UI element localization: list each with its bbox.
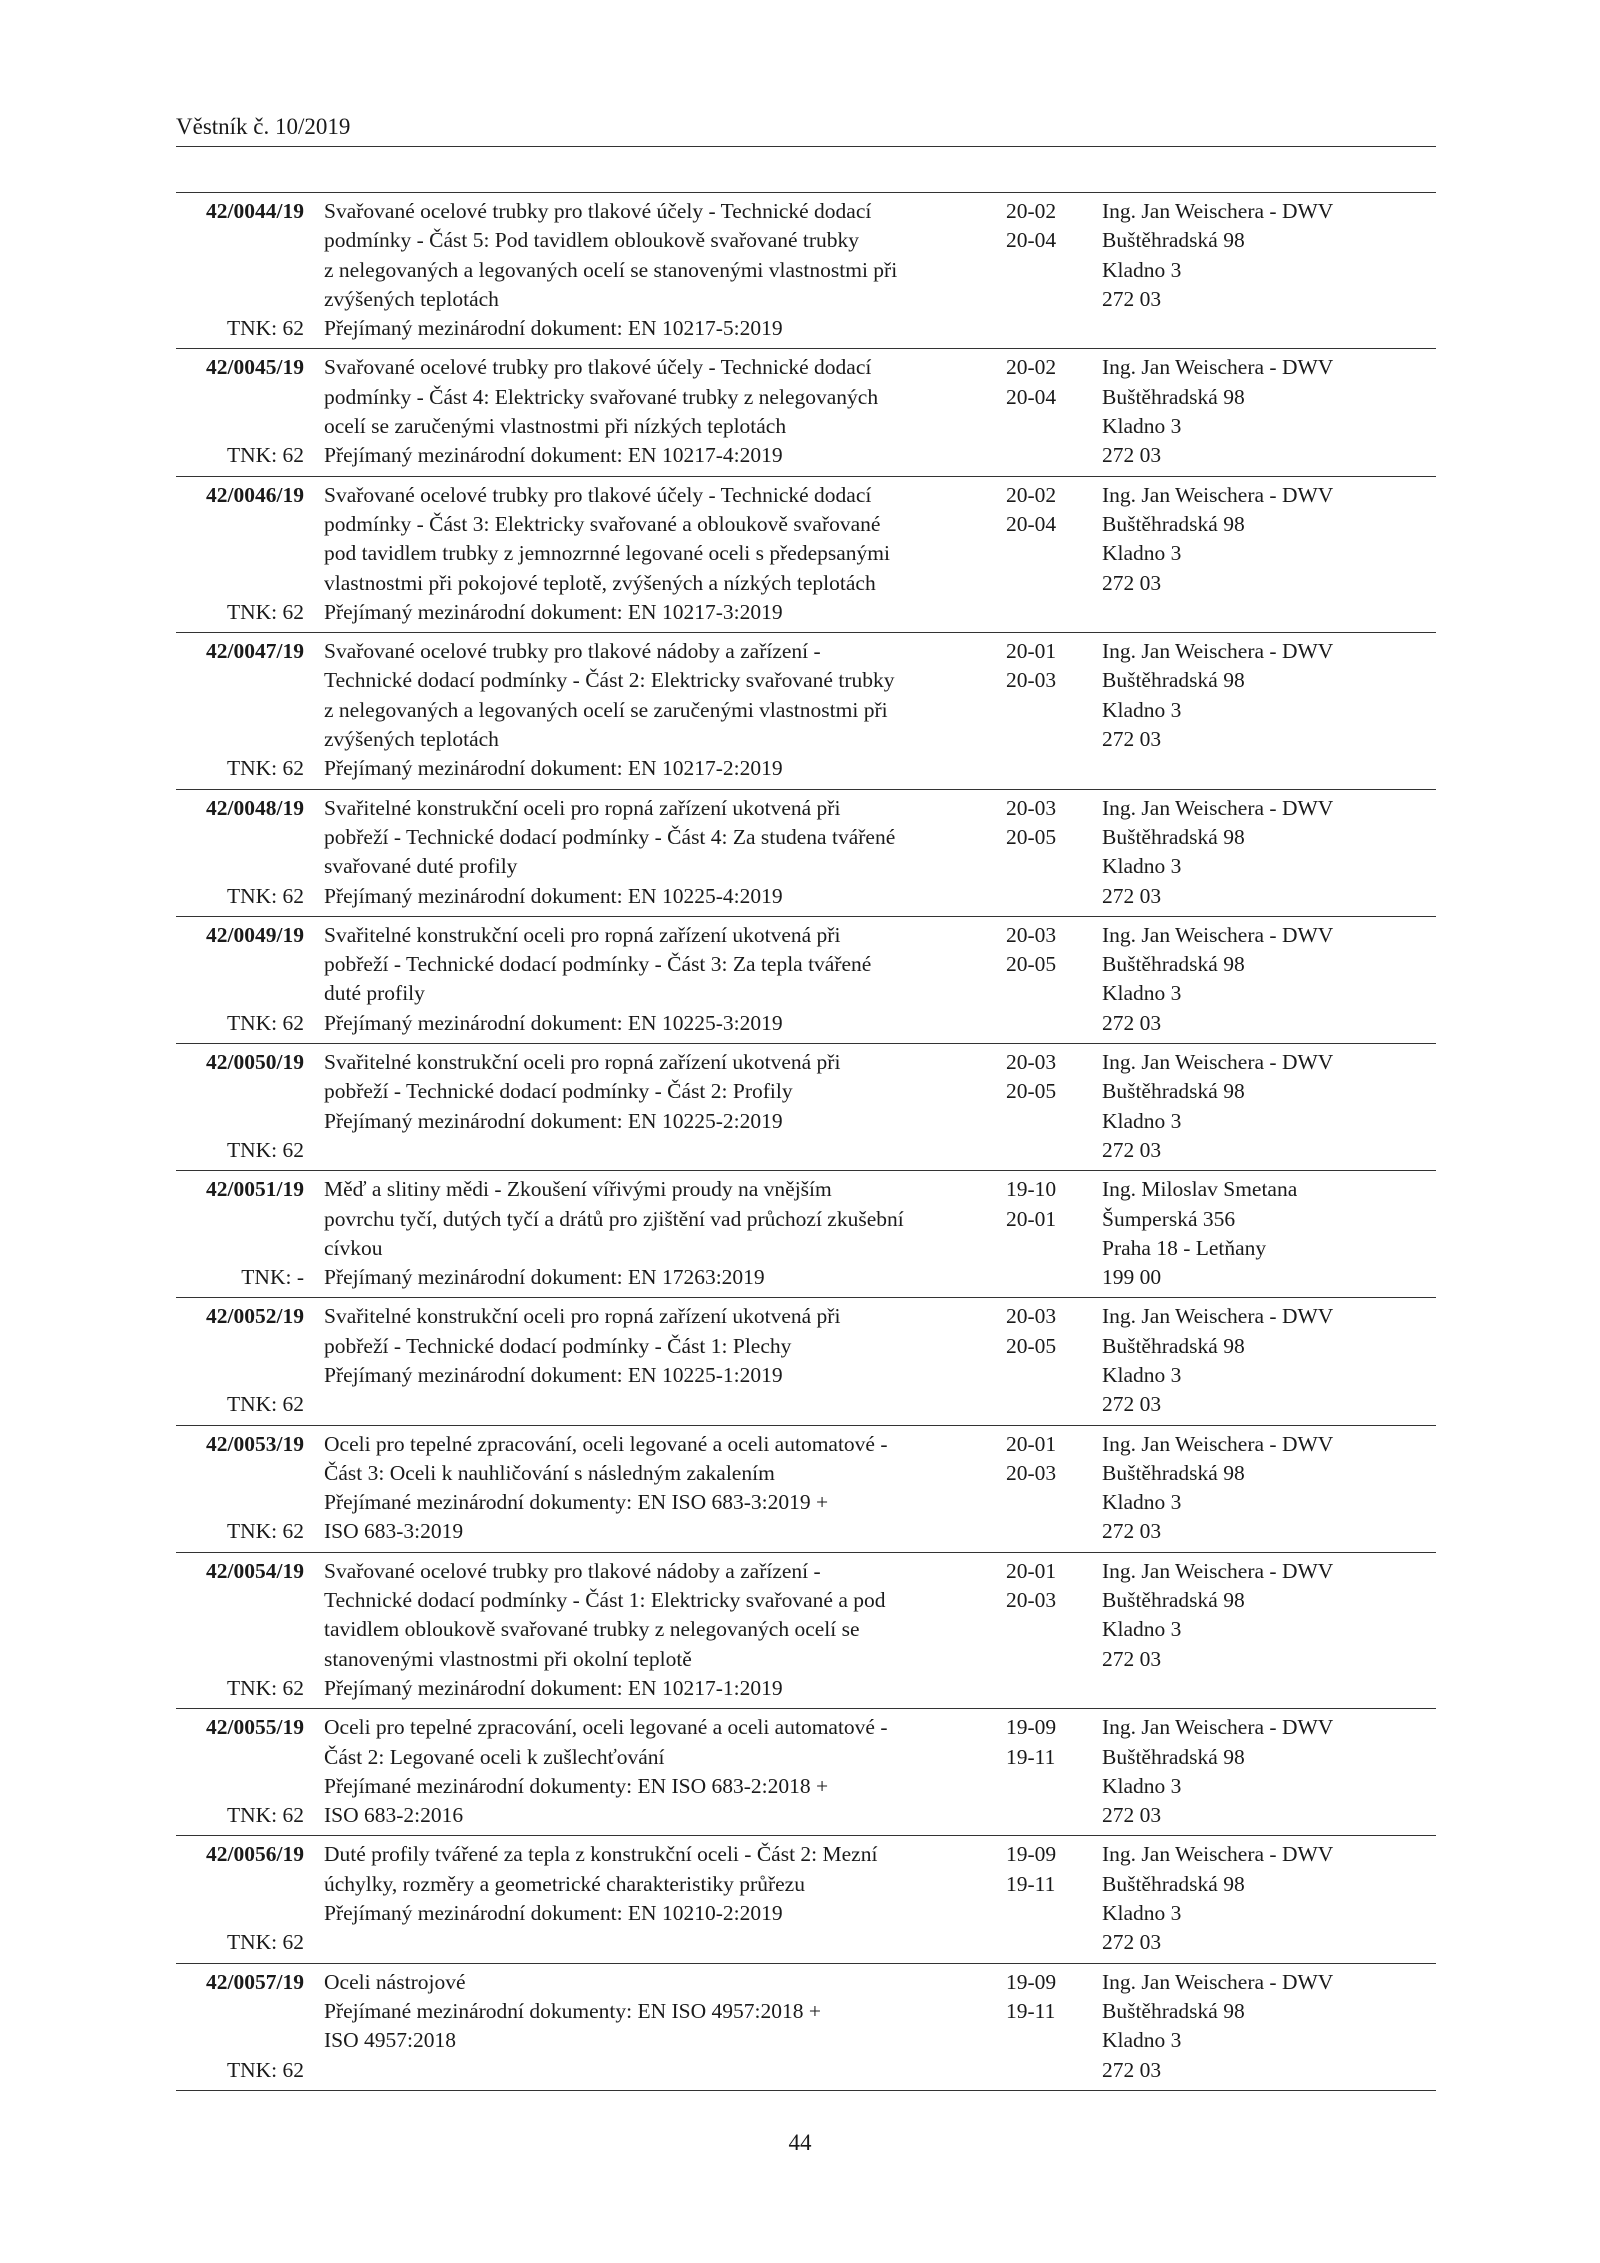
entry-title-line: Svařované ocelové trubky pro tlakové účely - Technické dodací — [324, 482, 872, 507]
entry-contact — [1102, 1968, 1436, 2085]
entry-title-line: Přejímaný mezinárodní dokument: EN 10217-2:2019 — [324, 756, 783, 781]
entry-tnk: TNK: 62 — [226, 1675, 304, 1700]
entry-contact-line: 272 03 — [1102, 1519, 1162, 1544]
entry-code: 42/0048/19 — [206, 795, 304, 820]
entry-title-line: Přejímaný mezinárodní dokument: EN 10225-2:2019 — [324, 1108, 783, 1133]
entry-contact — [1102, 794, 1436, 911]
entry-contact-line: 272 03 — [1102, 1803, 1162, 1828]
entry-title-line: Přejímané mezinárodní dokumenty: EN ISO 4957:2018 + — [324, 1998, 821, 2023]
entry-title-line: ISO 683-2:2016 — [324, 1803, 464, 1828]
entry-contact-line: Ing. Jan Weischera - DWV — [1102, 355, 1334, 380]
entry-title-line: duté profily — [324, 981, 425, 1006]
standard-entry — [176, 790, 1436, 917]
entry-title-line: pod tavidlem trubky z jemnozrnné legované oceli s předepsanými — [324, 541, 890, 566]
entry-code-column — [176, 794, 304, 911]
entry-code-column — [176, 1430, 304, 1547]
entry-contact-line: Kladno 3 — [1102, 1617, 1182, 1642]
entry-tnk: TNK: 62 — [226, 1392, 304, 1417]
entry-code-column — [176, 353, 304, 470]
entry-date: 19-11 — [1006, 1871, 1056, 1896]
standard-entry — [176, 1709, 1436, 1836]
entry-code-column — [176, 197, 304, 343]
entry-dates — [1006, 1048, 1078, 1165]
entry-date: 20-03 — [1006, 1460, 1057, 1485]
entry-contact-line: Buštěhradská 98 — [1102, 952, 1245, 977]
entry-title-line: Svařitelné konstrukční oceli pro ropná zařízení ukotvená při — [324, 922, 841, 947]
entry-contact-line: Ing. Jan Weischera - DWV — [1102, 1842, 1334, 1867]
entry-date: 19-11 — [1006, 1998, 1056, 2023]
entry-title-line: Měď a slitiny mědi - Zkoušení vířivými proudy na vnějším — [324, 1177, 832, 1202]
entry-title — [324, 1048, 992, 1165]
entry-title-line: Přejímaný mezinárodní dokument: EN 10217-4:2019 — [324, 443, 783, 468]
entry-contact-line: Ing. Jan Weischera - DWV — [1102, 1969, 1334, 1994]
entry-contact-line: Ing. Jan Weischera - DWV — [1102, 199, 1334, 223]
entry-code-column — [176, 1557, 304, 1703]
entry-contact — [1102, 1713, 1436, 1830]
entry-title-line: Přejímaný mezinárodní dokument: EN 10217-1:2019 — [324, 1675, 783, 1700]
entry-contact — [1102, 1048, 1436, 1165]
entry-title-line: Svařitelné konstrukční oceli pro ropná zařízení ukotvená při — [324, 1050, 841, 1075]
entry-contact-line: Kladno 3 — [1102, 1773, 1182, 1798]
entry-title-line: z nelegovaných a legovaných ocelí se zaručenými vlastnostmi při — [324, 697, 888, 722]
entry-title-line: svařované duté profily — [324, 854, 518, 879]
entry-code: 42/0054/19 — [206, 1558, 304, 1583]
entry-code-column — [176, 1175, 304, 1292]
standard-entry — [176, 349, 1436, 476]
entry-dates — [1006, 1713, 1078, 1830]
entry-title-line: podmínky - Část 3: Elektricky svařované a obloukově svařované — [324, 511, 881, 536]
entry-dates — [1006, 353, 1078, 470]
entry-contact-line: Ing. Miloslav Smetana — [1102, 1177, 1298, 1202]
entry-dates — [1006, 1302, 1078, 1419]
entry-code: 42/0057/19 — [206, 1969, 304, 1994]
entry-title-line: Oceli pro tepelné zpracování, oceli legované a oceli automatové - — [324, 1431, 888, 1456]
entry-title-line: pobřeží - Technické dodací podmínky - Část 4: Za studena tvářené — [324, 824, 896, 849]
entry-code-column — [176, 1840, 304, 1957]
entry-title-line: stanovenými vlastnostmi při okolní teplotě — [324, 1646, 692, 1671]
entry-contact-line: Buštěhradská 98 — [1102, 384, 1245, 409]
entry-contact-line: Kladno 3 — [1102, 1362, 1182, 1387]
entry-title — [324, 1175, 992, 1292]
entry-title-line: Přejímaný mezinárodní dokument: EN 10217-3:2019 — [324, 599, 783, 624]
standard-entry — [176, 633, 1436, 789]
entry-title — [324, 1557, 992, 1703]
entry-contact-line: Ing. Jan Weischera - DWV — [1102, 639, 1334, 664]
entry-date: 20-02 — [1006, 482, 1057, 507]
entry-contact — [1102, 1430, 1436, 1547]
entry-date: 20-04 — [1006, 511, 1057, 536]
entry-contact-line: Buštěhradská 98 — [1102, 1460, 1245, 1485]
standard-entry — [176, 1426, 1436, 1553]
entry-title-line: Oceli pro tepelné zpracování, oceli legované a oceli automatové - — [324, 1715, 888, 1740]
entry-code-column — [176, 1302, 304, 1419]
entry-tnk: TNK: 62 — [226, 316, 304, 341]
entry-contact — [1102, 353, 1436, 470]
entry-date: 20-03 — [1006, 1304, 1057, 1329]
entry-tnk: TNK: 62 — [226, 1010, 304, 1035]
entry-contact-line: Šumperská 356 — [1102, 1206, 1236, 1231]
entry-dates — [1006, 197, 1078, 343]
entry-title-line: Technické dodací podmínky - Část 2: Elektricky svařované trubky — [324, 668, 895, 693]
entry-title-line: Přejímané mezinárodní dokumenty: EN ISO 683-2:2018 + — [324, 1773, 829, 1798]
entry-title-line: Technické dodací podmínky - Část 1: Elektricky svařované a pod — [324, 1588, 886, 1613]
entry-contact-line: Buštěhradská 98 — [1102, 1871, 1245, 1896]
entry-date: 20-01 — [1006, 1431, 1057, 1456]
entry-contact — [1102, 921, 1436, 1038]
entry-contact — [1102, 481, 1436, 627]
entry-tnk: TNK: 62 — [226, 1137, 304, 1162]
entry-tnk: TNK: 62 — [226, 756, 304, 781]
entry-contact-line: Kladno 3 — [1102, 981, 1182, 1006]
entry-title-line: Přejímaný mezinárodní dokument: EN 10217-5:2019 — [324, 316, 783, 341]
entry-date: 20-04 — [1006, 384, 1057, 409]
entry-date: 20-05 — [1006, 1079, 1057, 1104]
entry-date: 19-11 — [1006, 1744, 1056, 1769]
entry-title — [324, 794, 992, 911]
entry-contact-line: 272 03 — [1102, 443, 1162, 468]
entry-title — [324, 481, 992, 627]
entry-contact-line: 272 03 — [1102, 1646, 1162, 1671]
standard-entry — [176, 1171, 1436, 1298]
entry-contact-line: 272 03 — [1102, 2057, 1162, 2082]
entry-date: 19-09 — [1006, 1969, 1057, 1994]
entry-dates — [1006, 794, 1078, 911]
standard-entry — [176, 477, 1436, 633]
entry-contact-line: Ing. Jan Weischera - DWV — [1102, 1558, 1334, 1583]
entry-title-line: úchylky, rozměry a geometrické charakteristiky průřezu — [324, 1871, 805, 1896]
entry-tnk: TNK: 62 — [226, 443, 304, 468]
entry-contact — [1102, 1175, 1436, 1292]
entry-contact-line: Ing. Jan Weischera - DWV — [1102, 795, 1334, 820]
entry-contact-line: Kladno 3 — [1102, 1901, 1182, 1926]
entry-tnk: TNK: 62 — [226, 1519, 304, 1544]
standards-list — [176, 192, 1436, 2091]
header-rule — [176, 146, 1436, 147]
entry-contact — [1102, 637, 1436, 783]
entry-title-line: zvýšených teplotách — [324, 286, 499, 311]
entry-tnk: TNK: 62 — [226, 1803, 304, 1828]
entry-title — [324, 1302, 992, 1419]
entry-title — [324, 353, 992, 470]
entry-tnk: TNK: - — [241, 1265, 304, 1290]
entry-title-line: Svařitelné konstrukční oceli pro ropná zařízení ukotvená při — [324, 1304, 841, 1329]
entry-dates — [1006, 1175, 1078, 1292]
entry-contact-line: Buštěhradská 98 — [1102, 511, 1245, 536]
standard-entry — [176, 1553, 1436, 1709]
entry-tnk: TNK: 62 — [226, 599, 304, 624]
entry-tnk: TNK: 62 — [226, 1930, 304, 1955]
entry-contact-line: Ing. Jan Weischera - DWV — [1102, 1050, 1334, 1075]
entry-date: 20-03 — [1006, 795, 1057, 820]
entry-code-column — [176, 481, 304, 627]
entry-date: 20-01 — [1006, 1206, 1057, 1231]
entry-title-line: pobřeží - Technické dodací podmínky - Část 2: Profily — [324, 1079, 793, 1104]
entry-dates — [1006, 637, 1078, 783]
entry-date: 20-03 — [1006, 668, 1057, 693]
entry-title-line: Duté profily tvářené za tepla z konstrukční oceli - Část 2: Mezní — [324, 1842, 878, 1867]
entry-contact-line: Ing. Jan Weischera - DWV — [1102, 1715, 1334, 1740]
entry-title-line: Přejímaný mezinárodní dokument: EN 10225-1:2019 — [324, 1362, 783, 1387]
entry-contact-line: 272 03 — [1102, 883, 1162, 908]
entry-code-column — [176, 1048, 304, 1165]
entry-contact-line: Buštěhradská 98 — [1102, 668, 1245, 693]
entry-title — [324, 1713, 992, 1830]
entry-code: 42/0055/19 — [206, 1715, 304, 1740]
entry-title — [324, 1968, 992, 2085]
entry-title-line: Oceli nástrojové — [324, 1969, 466, 1994]
standard-entry — [176, 917, 1436, 1044]
page-number: 44 — [788, 2130, 812, 2155]
entry-title-line: Část 3: Oceli k nauhličování s následným zakalením — [324, 1460, 775, 1485]
entry-code-column — [176, 1968, 304, 2085]
entry-contact-line: 272 03 — [1102, 1010, 1162, 1035]
entry-dates — [1006, 481, 1078, 627]
entry-contact-line: 272 03 — [1102, 1392, 1162, 1417]
entry-date: 19-09 — [1006, 1842, 1057, 1867]
entry-date: 20-03 — [1006, 1050, 1057, 1075]
entry-title-line: pobřeží - Technické dodací podmínky - Část 1: Plechy — [324, 1333, 792, 1358]
entry-title-line: Přejímaný mezinárodní dokument: EN 10225-4:2019 — [324, 883, 783, 908]
entry-contact-line: Buštěhradská 98 — [1102, 228, 1245, 253]
entry-title-line: podmínky - Část 4: Elektricky svařované trubky z nelegovaných — [324, 384, 879, 409]
entry-title-line: ocelí se zaručenými vlastnostmi při nízkých teplotách — [324, 414, 787, 439]
entry-contact-line: Ing. Jan Weischera - DWV — [1102, 1304, 1334, 1329]
entry-code: 42/0053/19 — [206, 1431, 304, 1456]
entry-contact-line: 199 00 — [1102, 1265, 1162, 1290]
entry-contact — [1102, 197, 1436, 343]
entry-title-line: ISO 683-3:2019 — [324, 1519, 464, 1544]
entry-code: 42/0044/19 — [206, 199, 304, 223]
entry-tnk: TNK: 62 — [226, 2057, 304, 2082]
entry-dates — [1006, 1557, 1078, 1703]
entry-code: 42/0045/19 — [206, 355, 304, 380]
standard-entry — [176, 1044, 1436, 1171]
entry-date: 20-01 — [1006, 1558, 1057, 1583]
standard-entry — [176, 1298, 1436, 1425]
entry-title-line: tavidlem obloukově svařované trubky z nelegovaných ocelí se — [324, 1617, 860, 1642]
entry-contact-line: Kladno 3 — [1102, 414, 1182, 439]
entry-code-column — [176, 637, 304, 783]
entry-contact-line: 272 03 — [1102, 727, 1162, 752]
entry-code: 42/0051/19 — [206, 1177, 304, 1202]
entry-title — [324, 197, 992, 343]
entry-title — [324, 1430, 992, 1547]
entry-title-line: Přejímaný mezinárodní dokument: EN 17263:2019 — [324, 1265, 765, 1290]
entry-contact-line: Ing. Jan Weischera - DWV — [1102, 922, 1334, 947]
entry-code: 42/0056/19 — [206, 1842, 304, 1867]
entry-title-line: Část 2: Legované oceli k zušlechťování — [324, 1744, 665, 1769]
entry-contact-line: Ing. Jan Weischera - DWV — [1102, 1431, 1334, 1456]
entry-title-line: vlastnostmi při pokojové teplotě, zvýšených a nízkých teplotách — [324, 570, 876, 595]
entry-contact-line: Kladno 3 — [1102, 697, 1182, 722]
standard-entry — [176, 1836, 1436, 1963]
entry-title-line: pobřeží - Technické dodací podmínky - Část 3: Za tepla tvářené — [324, 952, 872, 977]
entry-date: 20-04 — [1006, 228, 1057, 253]
entry-date: 20-02 — [1006, 355, 1057, 380]
entry-contact-line: Praha 18 - Letňany — [1102, 1235, 1267, 1260]
standard-entry — [176, 1964, 1436, 2091]
entry-contact-line: Kladno 3 — [1102, 854, 1182, 879]
entry-dates — [1006, 1430, 1078, 1547]
page-header-title: Věstník č. 10/2019 — [176, 114, 351, 139]
entry-date: 20-05 — [1006, 1333, 1057, 1358]
entry-code: 42/0050/19 — [206, 1050, 304, 1075]
entry-title-line: Svařované ocelové trubky pro tlakové účely - Technické dodací — [324, 355, 872, 380]
entry-date: 20-03 — [1006, 1588, 1057, 1613]
entry-contact-line: 272 03 — [1102, 1930, 1162, 1955]
entry-date: 20-03 — [1006, 922, 1057, 947]
entry-contact-line: Kladno 3 — [1102, 1108, 1182, 1133]
entry-title-line: ISO 4957:2018 — [324, 2028, 456, 2053]
entry-date: 20-01 — [1006, 639, 1057, 664]
entry-contact-line: Buštěhradská 98 — [1102, 1333, 1245, 1358]
entry-contact-line: Buštěhradská 98 — [1102, 1998, 1245, 2023]
entry-code: 42/0049/19 — [206, 922, 304, 947]
entry-date: 19-09 — [1006, 1715, 1057, 1740]
entry-title — [324, 1840, 992, 1957]
entry-title-line: zvýšených teplotách — [324, 727, 499, 752]
entry-code: 42/0052/19 — [206, 1304, 304, 1329]
entry-contact-line: Ing. Jan Weischera - DWV — [1102, 482, 1334, 507]
standard-entry — [176, 193, 1436, 349]
entry-title-line: povrchu tyčí, dutých tyčí a drátů pro zjištění vad průchozí zkušební — [324, 1206, 904, 1231]
entry-date: 20-05 — [1006, 824, 1057, 849]
entry-contact-line: Buštěhradská 98 — [1102, 1744, 1245, 1769]
entry-title-line: Svařované ocelové trubky pro tlakové účely - Technické dodací — [324, 199, 872, 223]
entry-contact-line: 272 03 — [1102, 286, 1162, 311]
entry-contact-line: Buštěhradská 98 — [1102, 1588, 1245, 1613]
entry-date: 19-10 — [1006, 1177, 1057, 1202]
entry-dates — [1006, 1840, 1078, 1957]
entry-title-line: Svařované ocelové trubky pro tlakové nádoby a zařízení - — [324, 1558, 821, 1583]
entry-title-line: Přejímaný mezinárodní dokument: EN 10225-3:2019 — [324, 1010, 783, 1035]
entry-dates — [1006, 921, 1078, 1038]
entry-code-column — [176, 1713, 304, 1830]
entry-contact — [1102, 1557, 1436, 1703]
entry-title-line: z nelegovaných a legovaných ocelí se stanovenými vlastnostmi při — [324, 257, 898, 282]
entry-dates — [1006, 1968, 1078, 2085]
entry-title-line: podmínky - Část 5: Pod tavidlem obloukově svařované trubky — [324, 228, 860, 253]
entry-code: 42/0047/19 — [206, 639, 304, 664]
entry-contact-line: Buštěhradská 98 — [1102, 824, 1245, 849]
entry-title — [324, 637, 992, 783]
entry-title-line: cívkou — [324, 1235, 383, 1260]
entry-title — [324, 921, 992, 1038]
entry-contact-line: Kladno 3 — [1102, 2028, 1182, 2053]
entry-contact-line: Kladno 3 — [1102, 541, 1182, 566]
entry-title-line: Svařitelné konstrukční oceli pro ropná zařízení ukotvená při — [324, 795, 841, 820]
entry-tnk: TNK: 62 — [226, 883, 304, 908]
entry-code-column — [176, 921, 304, 1038]
entry-contact-line: Buštěhradská 98 — [1102, 1079, 1245, 1104]
entry-date: 20-05 — [1006, 952, 1057, 977]
entry-contact-line: 272 03 — [1102, 570, 1162, 595]
entry-date: 20-02 — [1006, 199, 1057, 223]
entry-title-line: Přejímané mezinárodní dokumenty: EN ISO 683-3:2019 + — [324, 1490, 829, 1515]
entry-title-line: Svařované ocelové trubky pro tlakové nádoby a zařízení - — [324, 639, 821, 664]
entry-contact-line: Kladno 3 — [1102, 1490, 1182, 1515]
entry-contact-line: Kladno 3 — [1102, 257, 1182, 282]
entry-title-line: Přejímaný mezinárodní dokument: EN 10210-2:2019 — [324, 1901, 783, 1926]
entry-contact-line: 272 03 — [1102, 1137, 1162, 1162]
entry-contact — [1102, 1840, 1436, 1957]
entry-code: 42/0046/19 — [206, 482, 304, 507]
entry-contact — [1102, 1302, 1436, 1419]
